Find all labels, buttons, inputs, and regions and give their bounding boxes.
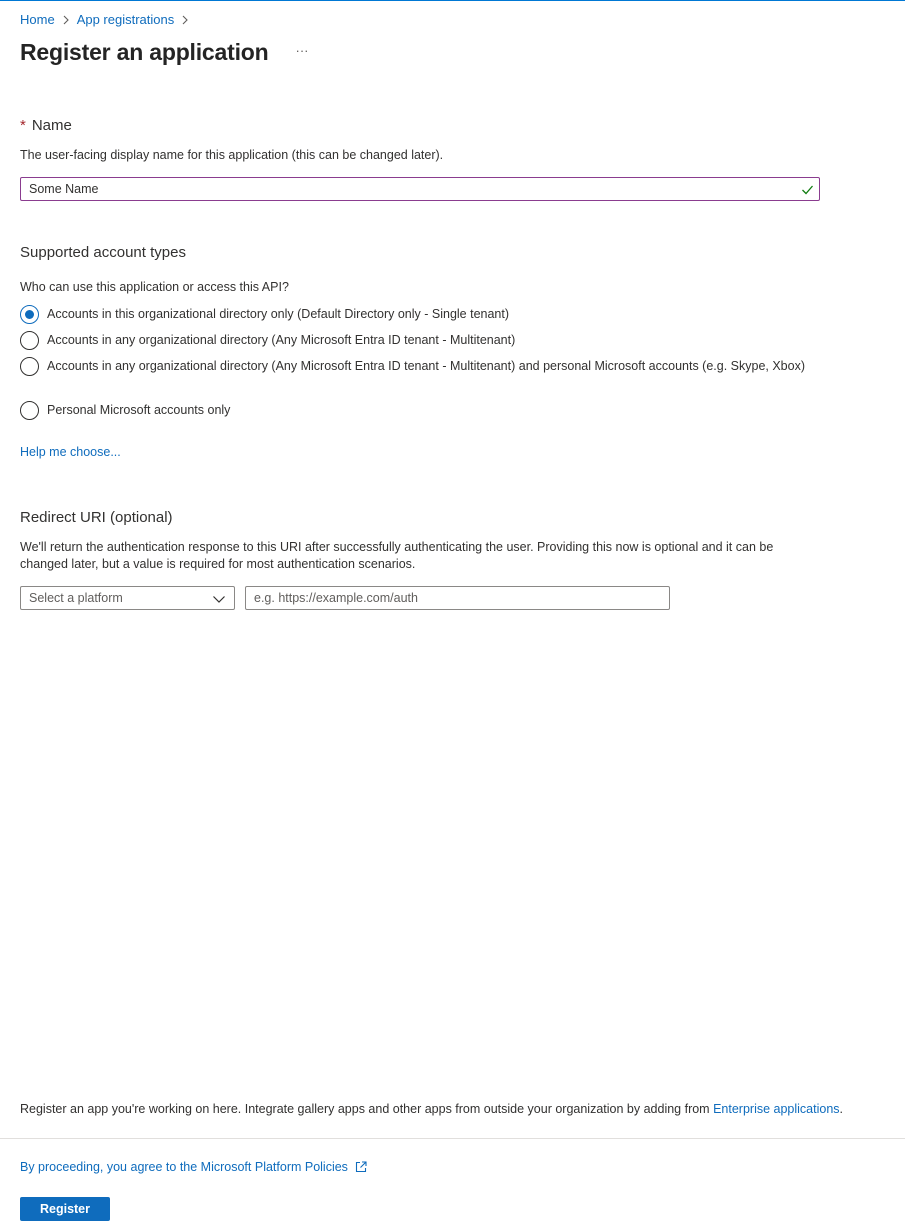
platform-select[interactable] bbox=[20, 586, 235, 610]
redirect-uri-description: We'll return the authentication response to this URI after successfully authenticating the user. Providing this now is optional and it can be changed later, but a value is required for most authentication scenarios. bbox=[20, 540, 774, 571]
chevron-right-icon bbox=[59, 13, 73, 27]
radio-button[interactable] bbox=[20, 357, 39, 376]
checkmark-icon bbox=[801, 183, 814, 196]
account-option-personal-only[interactable] bbox=[20, 401, 817, 420]
name-label: * Name bbox=[20, 117, 72, 134]
chevron-down-icon bbox=[212, 593, 226, 605]
radio-label: Accounts in this organizational directory only (Default Directory only - Single tenant) bbox=[47, 307, 510, 321]
breadcrumb-home[interactable]: Home bbox=[20, 12, 55, 27]
page-title: Register an application bbox=[20, 39, 269, 65]
redirect-uri-label: Redirect URI (optional) bbox=[20, 509, 173, 526]
footer-divider bbox=[0, 1138, 905, 1139]
radio-label: Personal Microsoft accounts only bbox=[47, 403, 231, 417]
name-field bbox=[20, 177, 820, 201]
required-marker: * bbox=[20, 117, 26, 134]
account-option-multitenant[interactable] bbox=[20, 331, 817, 350]
help-me-choose-link[interactable]: Help me choose... bbox=[20, 445, 121, 459]
account-types-label: Supported account types bbox=[20, 244, 186, 261]
breadcrumb-app-registrations[interactable]: App registrations bbox=[76, 12, 175, 27]
enterprise-applications-link[interactable]: Enterprise applications bbox=[713, 1102, 840, 1116]
chevron-right-icon bbox=[178, 13, 192, 27]
account-option-multitenant-personal[interactable] bbox=[20, 357, 817, 376]
platform-policies-link[interactable]: By proceeding, you agree to the Microsoft Platform Policies bbox=[20, 1160, 368, 1174]
name-description: The user-facing display name for this application (this can be changed later). bbox=[20, 148, 444, 162]
platform-select-placeholder: Select a platform bbox=[29, 591, 123, 605]
register-button[interactable]: Register bbox=[20, 1197, 110, 1221]
external-link-icon bbox=[354, 1160, 368, 1174]
radio-button[interactable] bbox=[20, 305, 39, 324]
footer-note: Register an app you're working on here. Integrate gallery apps and other apps from outside your organization by adding from Enterprise applications. bbox=[20, 1102, 844, 1116]
more-options-button[interactable]: ··· bbox=[295, 43, 309, 58]
account-option-single-tenant[interactable] bbox=[20, 305, 817, 324]
radio-button[interactable] bbox=[20, 401, 39, 420]
redirect-uri-input[interactable] bbox=[245, 586, 670, 610]
radio-label: Accounts in any organizational directory (Any Microsoft Entra ID tenant - Multitenant) and personal Microsoft accounts (e.g. Skype, Xbox) bbox=[47, 359, 805, 373]
name-input[interactable] bbox=[21, 178, 819, 200]
radio-button[interactable] bbox=[20, 331, 39, 350]
breadcrumb bbox=[20, 12, 196, 27]
radio-label: Accounts in any organizational directory (Any Microsoft Entra ID tenant - Multitenant) bbox=[47, 333, 516, 347]
account-types-question: Who can use this application or access this API? bbox=[20, 280, 289, 294]
